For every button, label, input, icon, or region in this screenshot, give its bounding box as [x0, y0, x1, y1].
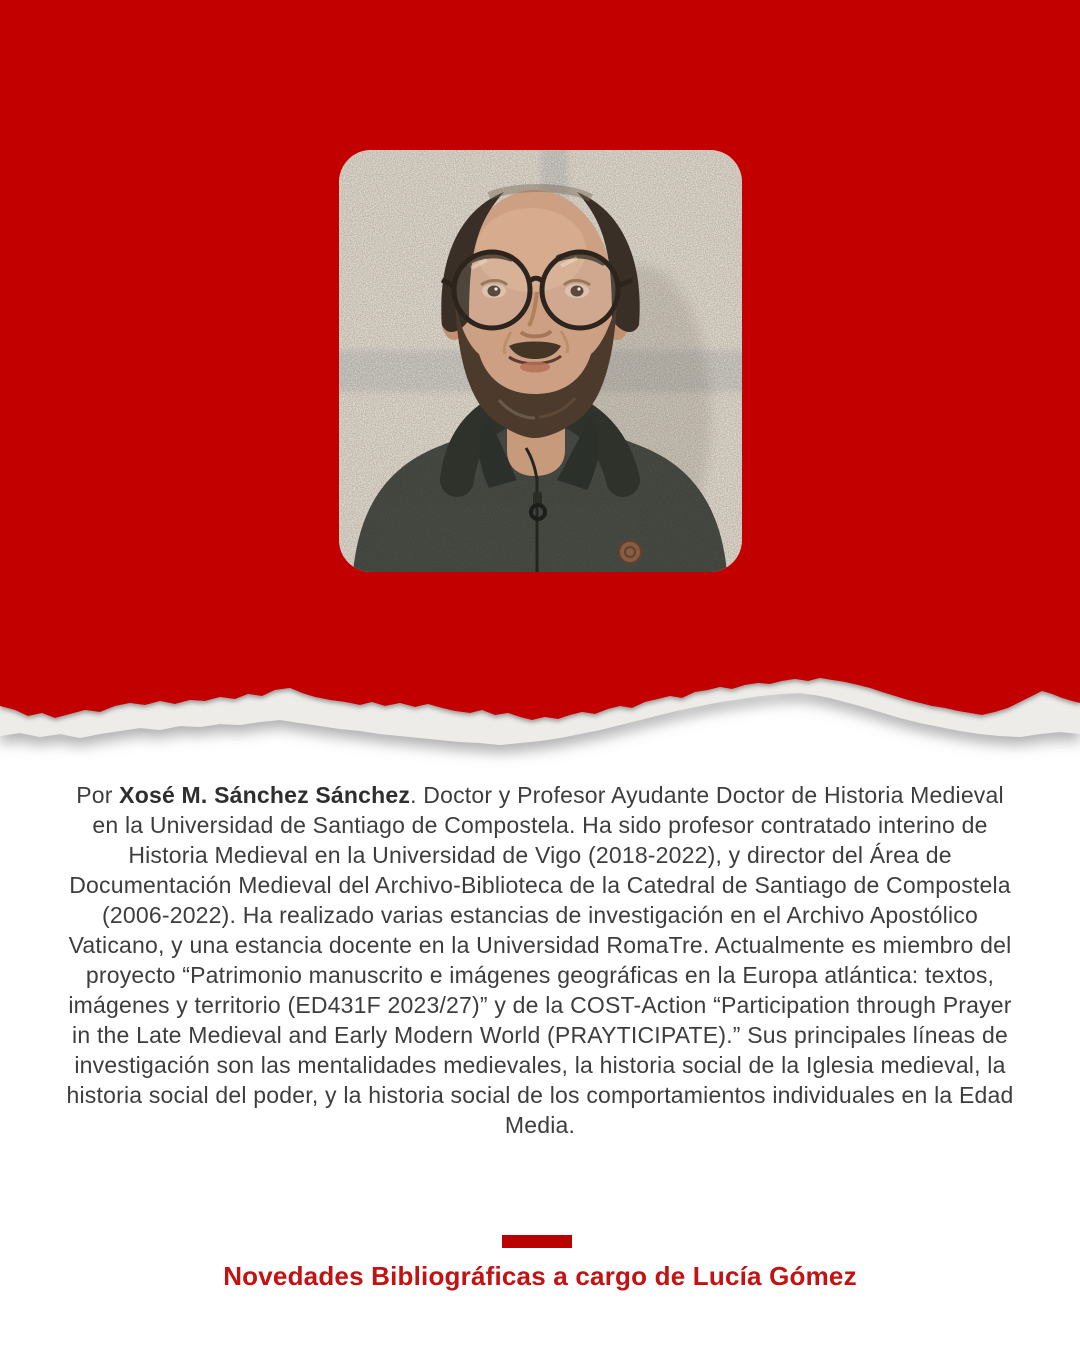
lower-lip	[520, 362, 550, 373]
portrait-photo	[339, 150, 742, 572]
author-name: Xosé M. Sánchez Sánchez	[119, 782, 411, 808]
bio-body: . Doctor y Profesor Ayudante Doctor de Historia Medieval en la Universidad de Santiago de Compostela. Ha sido profesor contratado interino de Historia Medieval en la Universidad de Vigo (2018-2022), y director del Área de Documentación Medieval del Archivo-Biblioteca de la Catedral de Santiago de Compostela (2006-2022). Ha realizado varias estancias de investigación en el Archivo Apostólico Vaticano, y una estancia docente en la Universidad RomaTre. Actualmente es miembro del proyecto “Patrimonio manuscrito e imágenes geográficas en la Europa atlántica: textos, imágenes y territorio (ED431F 2023/27)” y de la COST-Action “Participation through Prayer in the Late Medieval and Early Modern World (PRAYTICIPATE).” Sus principales líneas de investigación son las mentalidades medievales, la historia social de la Iglesia medieval, la historia social del poder, y la historia social de los comportamientos individuales en la Edad Media.	[66, 782, 1014, 1138]
footer-credit: Novedades Bibliográficas a cargo de Lucía Gómez	[223, 1261, 857, 1291]
bio-text	[60, 780, 1020, 1140]
portrait-illustration	[339, 150, 742, 572]
bio-prefix: Por	[76, 782, 120, 808]
chest-patch	[619, 541, 641, 563]
divider-bar	[502, 1235, 572, 1248]
